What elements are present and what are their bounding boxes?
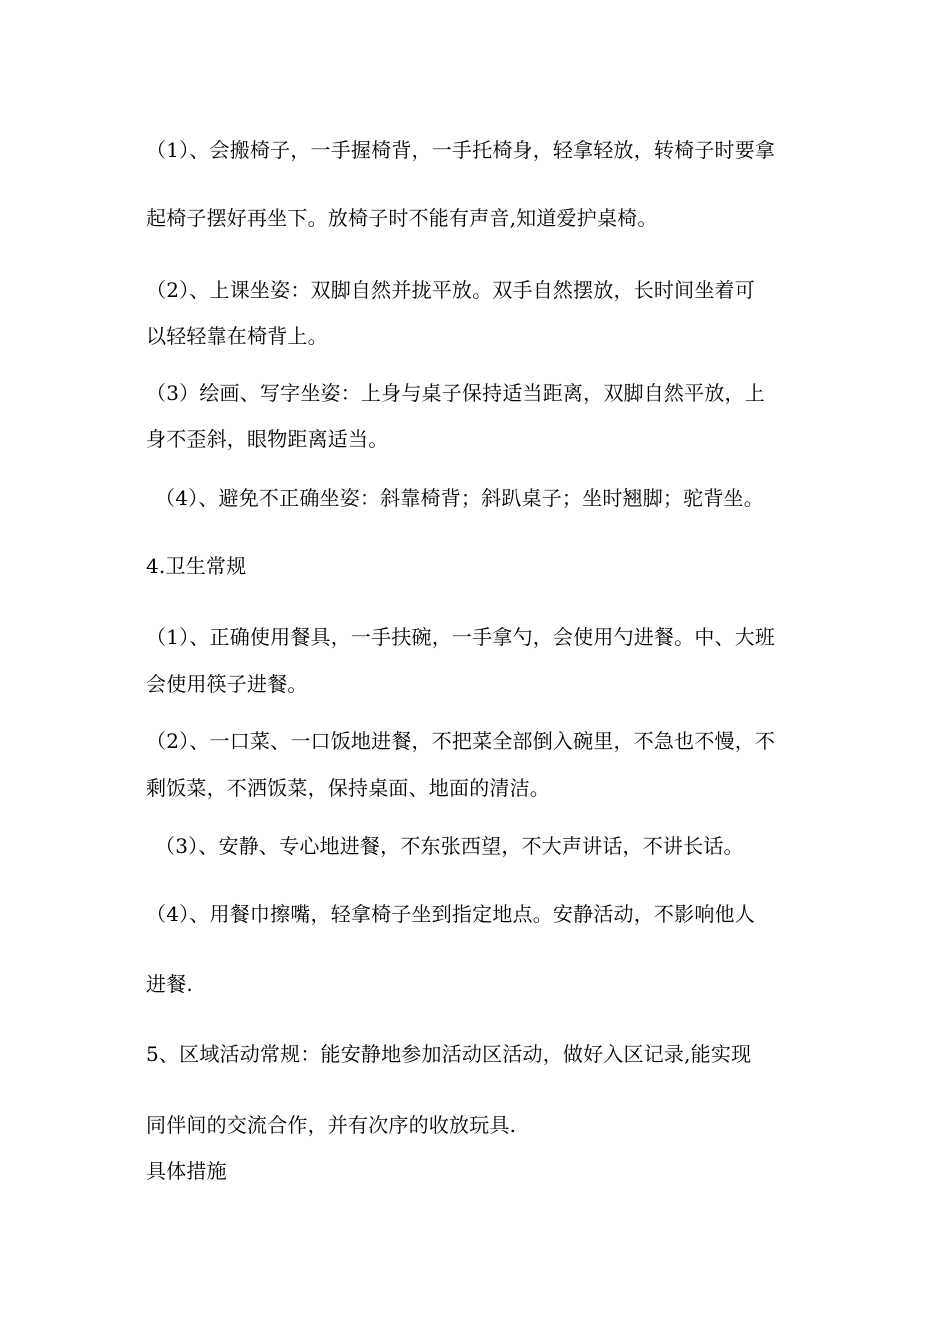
text-line: 会使用筷子进餐。 — [146, 672, 308, 696]
section-heading: 具体措施 — [146, 1159, 227, 1183]
text-line: （4）、用餐巾擦嘴，轻拿椅子坐到指定地点。安静活动，不影响他人 — [146, 902, 755, 926]
text-line: （1）、正确使用餐具，一手扶碗，一手拿勺，会使用勺进餐。中、大班 — [146, 625, 776, 649]
text-line: （3）、安静、专心地进餐，不东张西望，不大声讲话，不讲长话。 — [155, 834, 744, 858]
text-line: 进餐. — [146, 972, 193, 996]
text-line: 起椅子摆好再坐下。放椅子时不能有声音,知道爱护桌椅。 — [146, 206, 658, 230]
text-line: 同伴间的交流合作，并有次序的收放玩具. — [146, 1113, 517, 1137]
text-line: （2）、上课坐姿：双脚自然并拢平放。双手自然摆放，长时间坐着可 — [146, 278, 755, 302]
text-line: 剩饭菜，不洒饭菜，保持桌面、地面的清洁。 — [146, 776, 550, 800]
text-line: 以轻轻靠在椅背上。 — [146, 324, 328, 348]
text-line: （3）绘画、写字坐姿：上身与桌子保持适当距离，双脚自然平放，上 — [146, 381, 765, 405]
text-line: （1）、会搬椅子，一手握椅背，一手托椅身，轻拿轻放，转椅子时要拿 — [146, 138, 776, 162]
section-heading: 4.卫生常规 — [146, 554, 247, 578]
text-line: 身不歪斜，眼物距离适当。 — [146, 427, 389, 451]
text-line: （4）、避免不正确坐姿：斜靠椅背；斜趴桌子；坐时翘脚；驼背坐。 — [155, 486, 764, 510]
text-line: （2）、一口菜、一口饭地进餐，不把菜全部倒入碗里，不急也不慢，不 — [146, 729, 776, 753]
text-line: 5、区域活动常规：能安静地参加活动区活动，做好入区记录,能实现 — [146, 1042, 752, 1066]
